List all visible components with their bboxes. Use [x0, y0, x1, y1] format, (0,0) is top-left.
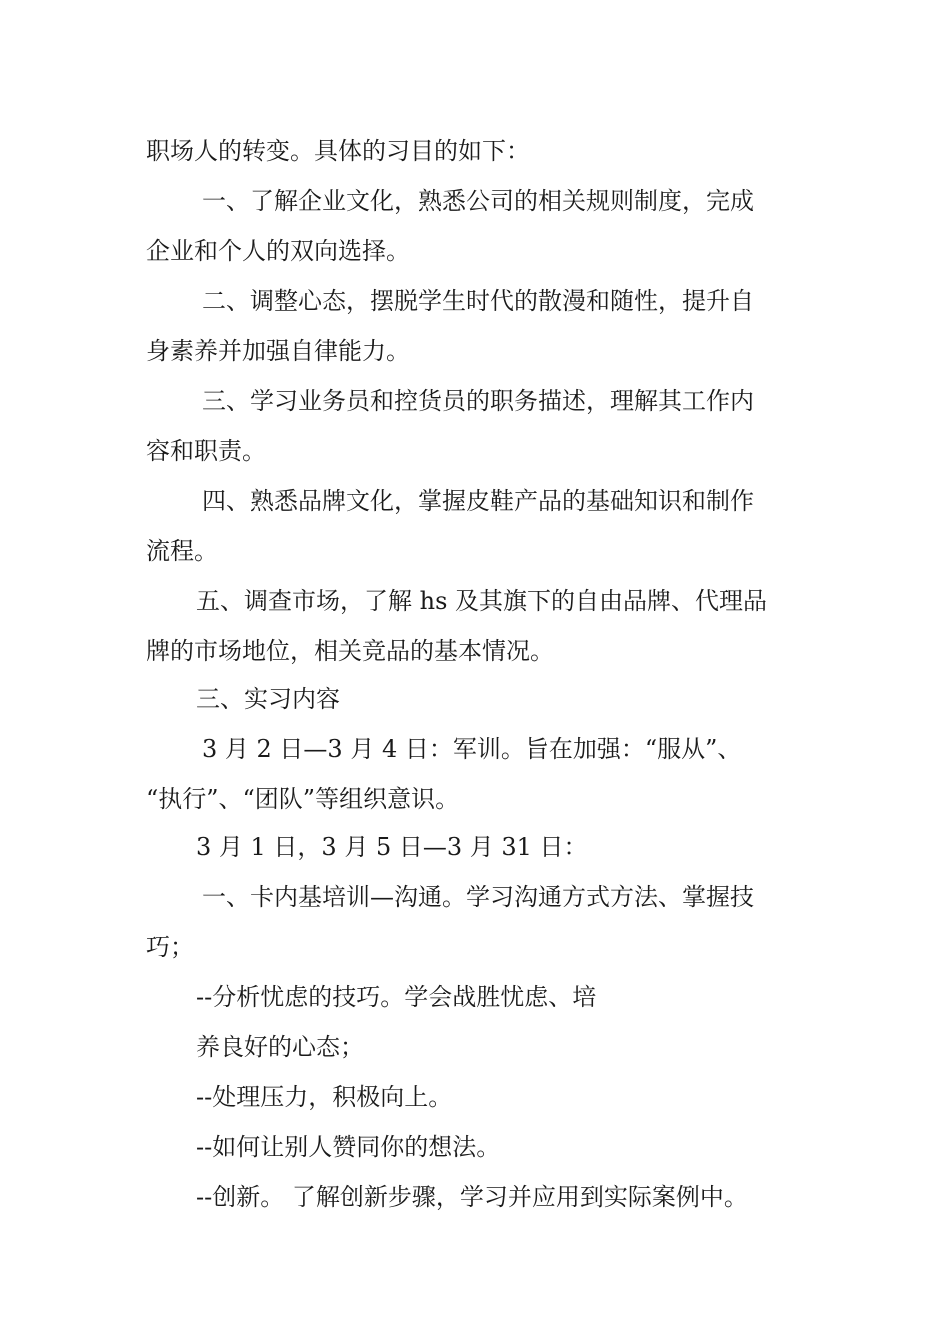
- text-line: “执行”、“团队”等组织意识。: [146, 785, 460, 813]
- text-line: --如何让别人赞同你的想法。: [196, 1133, 501, 1161]
- text-line: 二、调整心态，摆脱学生时代的散漫和随性，提升自: [202, 287, 754, 315]
- text-line: 五、调查市场，了解 hs 及其旗下的自由品牌、代理品: [196, 587, 768, 615]
- text-line: 牌的市场地位，相关竞品的基本情况。: [146, 637, 554, 665]
- section-heading: 三、实习内容: [196, 685, 340, 713]
- text-line: 3 月 1 日，3 月 5 日—3 月 31 日：: [196, 833, 588, 861]
- text-line: 养良好的心态；: [196, 1033, 364, 1061]
- text-line: 容和职责。: [146, 437, 266, 465]
- text-line: 一、了解企业文化，熟悉公司的相关规则制度，完成: [202, 187, 754, 215]
- text-line: 3 月 2 日—3 月 4 日：军训。旨在加强：“服从”、: [202, 735, 742, 763]
- text-line: 企业和个人的双向选择。: [146, 237, 410, 265]
- text-line: 三、学习业务员和控货员的职务描述，理解其工作内: [202, 387, 754, 415]
- text-line: 一、卡内基培训—沟通。学习沟通方式方法、掌握技: [202, 883, 754, 911]
- text-line: 流程。: [146, 537, 218, 565]
- text-line: 四、熟悉品牌文化，掌握皮鞋产品的基础知识和制作: [202, 487, 754, 515]
- text-line: 巧；: [146, 933, 194, 961]
- text-line: --分析忧虑的技巧。学会战胜忧虑、培: [196, 983, 597, 1011]
- text-line: 职场人的转变。具体的习目的如下：: [146, 137, 530, 165]
- text-line: --处理压力，积极向上。: [196, 1083, 453, 1111]
- text-line: --创新。 了解创新步骤，学习并应用到实际案例中。: [196, 1183, 748, 1211]
- text-line: 身素养并加强自律能力。: [146, 337, 410, 365]
